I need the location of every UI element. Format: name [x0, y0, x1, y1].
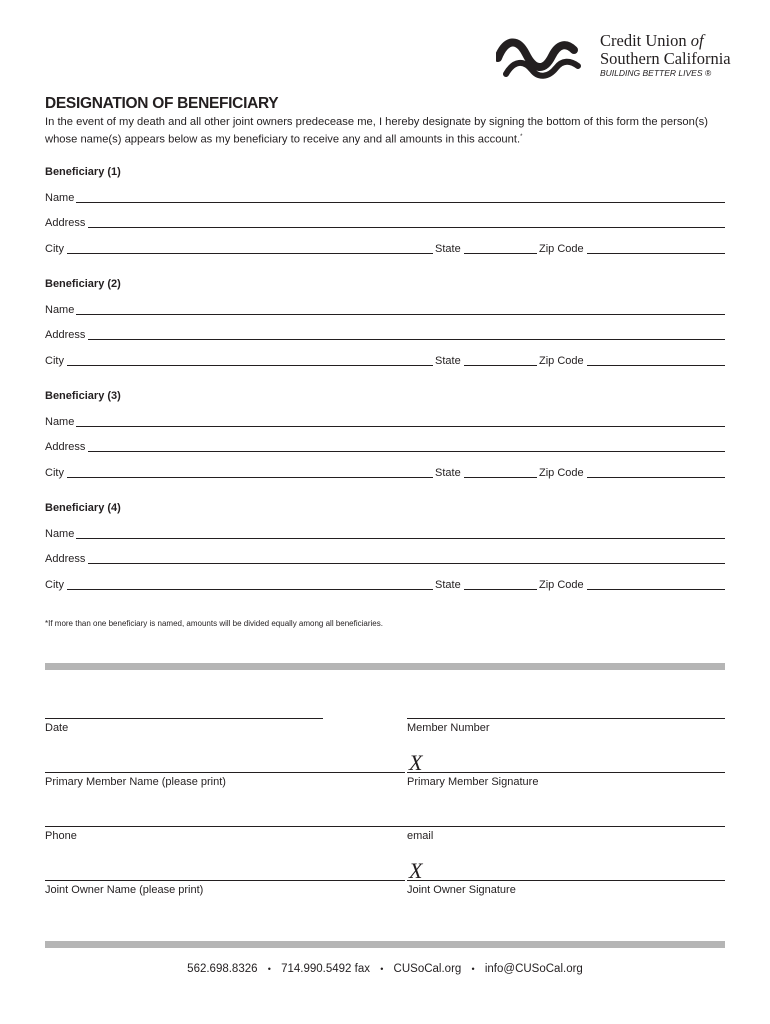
beneficiary-address-field[interactable]	[88, 339, 725, 340]
beneficiary-state-field[interactable]	[464, 365, 537, 366]
zip-code-label: Zip Code	[539, 355, 584, 367]
joint-owner-name-label: Joint Owner Name (please print)	[45, 884, 204, 896]
beneficiary-state-field[interactable]	[464, 477, 537, 478]
name-label: Name	[45, 528, 75, 540]
state-label: State	[435, 467, 461, 479]
joint-owner-signature-field[interactable]	[407, 880, 725, 881]
beneficiary-address-field[interactable]	[88, 563, 725, 564]
primary-member-name-field[interactable]	[45, 772, 405, 773]
beneficiary-city-row	[45, 577, 725, 591]
footer-separator: •	[380, 964, 384, 974]
beneficiary-name-row	[45, 414, 725, 428]
page-title: DESIGNATION OF BENEFICIARY	[45, 95, 279, 112]
divider-bar	[45, 941, 725, 948]
beneficiary-block-1	[45, 166, 725, 286]
name-label: Name	[45, 304, 75, 316]
beneficiary-heading: Beneficiary (2)	[45, 278, 121, 290]
beneficiary-zip-code-field[interactable]	[587, 589, 725, 590]
beneficiary-block-4	[45, 502, 725, 622]
city-label: City	[45, 355, 64, 367]
name-label: Name	[45, 416, 75, 428]
beneficiary-city-row	[45, 465, 725, 479]
primary-member-signature-field[interactable]	[407, 772, 725, 773]
footer-fax: 714.990.5492 fax	[281, 963, 370, 975]
beneficiary-zip-code-field[interactable]	[587, 477, 725, 478]
member-number-label: Member Number	[407, 722, 490, 734]
joint-owner-signature-label: Joint Owner Signature	[407, 884, 516, 896]
footer-email[interactable]: info@CUSoCal.org	[484, 963, 583, 975]
member-number-field[interactable]	[407, 718, 725, 719]
beneficiary-name-row	[45, 526, 725, 540]
org-logo	[496, 30, 736, 90]
email-label: email	[407, 830, 434, 842]
beneficiary-heading: Beneficiary (1)	[45, 166, 121, 178]
beneficiary-city-field[interactable]	[67, 365, 433, 366]
phone-email-field[interactable]	[45, 826, 725, 827]
zip-code-label: Zip Code	[539, 243, 584, 255]
footer-separator: •	[267, 964, 271, 974]
primary-signature-x-mark: X	[409, 750, 423, 775]
footer-separator: •	[471, 964, 475, 974]
city-label: City	[45, 579, 64, 591]
intro-paragraph: In the event of my death and all other joint owners predecease me, I hereby designate by signing the bottom of this form the person(s) whose name(s) appears below as my beneficiary to receive any and all amounts in this account.*	[45, 116, 708, 146]
footnote: *If more than one beneficiary is named, amounts will be divided equally among all beneficiaries.	[45, 619, 383, 628]
beneficiary-city-field[interactable]	[67, 589, 433, 590]
address-label: Address	[45, 441, 86, 453]
state-label: State	[435, 355, 461, 367]
joint-signature-x-mark: X	[409, 858, 423, 883]
beneficiary-block-3	[45, 390, 725, 510]
zip-code-label: Zip Code	[539, 579, 584, 591]
beneficiary-name-field[interactable]	[76, 538, 725, 539]
state-label: State	[435, 579, 461, 591]
beneficiary-state-field[interactable]	[464, 589, 537, 590]
wave-logo-icon	[496, 34, 582, 80]
beneficiary-address-field[interactable]	[88, 451, 725, 452]
beneficiary-zip-code-field[interactable]	[587, 253, 725, 254]
joint-owner-name-field[interactable]	[45, 880, 405, 881]
phone-label: Phone	[45, 830, 77, 842]
beneficiary-block-2	[45, 278, 725, 398]
beneficiary-state-field[interactable]	[464, 253, 537, 254]
beneficiary-city-field[interactable]	[67, 477, 433, 478]
beneficiary-zip-code-field[interactable]	[587, 365, 725, 366]
beneficiary-city-row	[45, 241, 725, 255]
org-name: Credit Union of Southern California	[600, 31, 731, 68]
beneficiary-heading: Beneficiary (4)	[45, 502, 121, 514]
primary-member-signature-label: Primary Member Signature	[407, 776, 539, 788]
address-label: Address	[45, 217, 86, 229]
date-label: Date	[45, 722, 69, 734]
beneficiary-city-field[interactable]	[67, 253, 433, 254]
primary-member-name-label: Primary Member Name (please print)	[45, 776, 226, 788]
contact-footer	[0, 963, 770, 975]
divider-bar	[45, 663, 725, 670]
beneficiary-heading: Beneficiary (3)	[45, 390, 121, 402]
beneficiary-name-field[interactable]	[76, 202, 725, 203]
beneficiary-address-row	[45, 327, 725, 341]
city-label: City	[45, 467, 64, 479]
footer-phone: 562.698.8326	[187, 963, 258, 975]
address-label: Address	[45, 553, 86, 565]
beneficiary-address-row	[45, 215, 725, 229]
address-label: Address	[45, 329, 86, 341]
beneficiary-name-field[interactable]	[76, 314, 725, 315]
org-tagline: BUILDING BETTER LIVES ®	[600, 68, 712, 78]
state-label: State	[435, 243, 461, 255]
beneficiary-name-row	[45, 302, 725, 316]
city-label: City	[45, 243, 64, 255]
date-field[interactable]	[45, 718, 323, 719]
beneficiary-city-row	[45, 353, 725, 367]
beneficiary-address-field[interactable]	[88, 227, 725, 228]
beneficiary-address-row	[45, 551, 725, 565]
beneficiary-address-row	[45, 439, 725, 453]
footer-website[interactable]: CUSoCal.org	[393, 963, 462, 975]
name-label: Name	[45, 192, 75, 204]
beneficiary-name-field[interactable]	[76, 426, 725, 427]
zip-code-label: Zip Code	[539, 467, 584, 479]
beneficiary-name-row	[45, 190, 725, 204]
